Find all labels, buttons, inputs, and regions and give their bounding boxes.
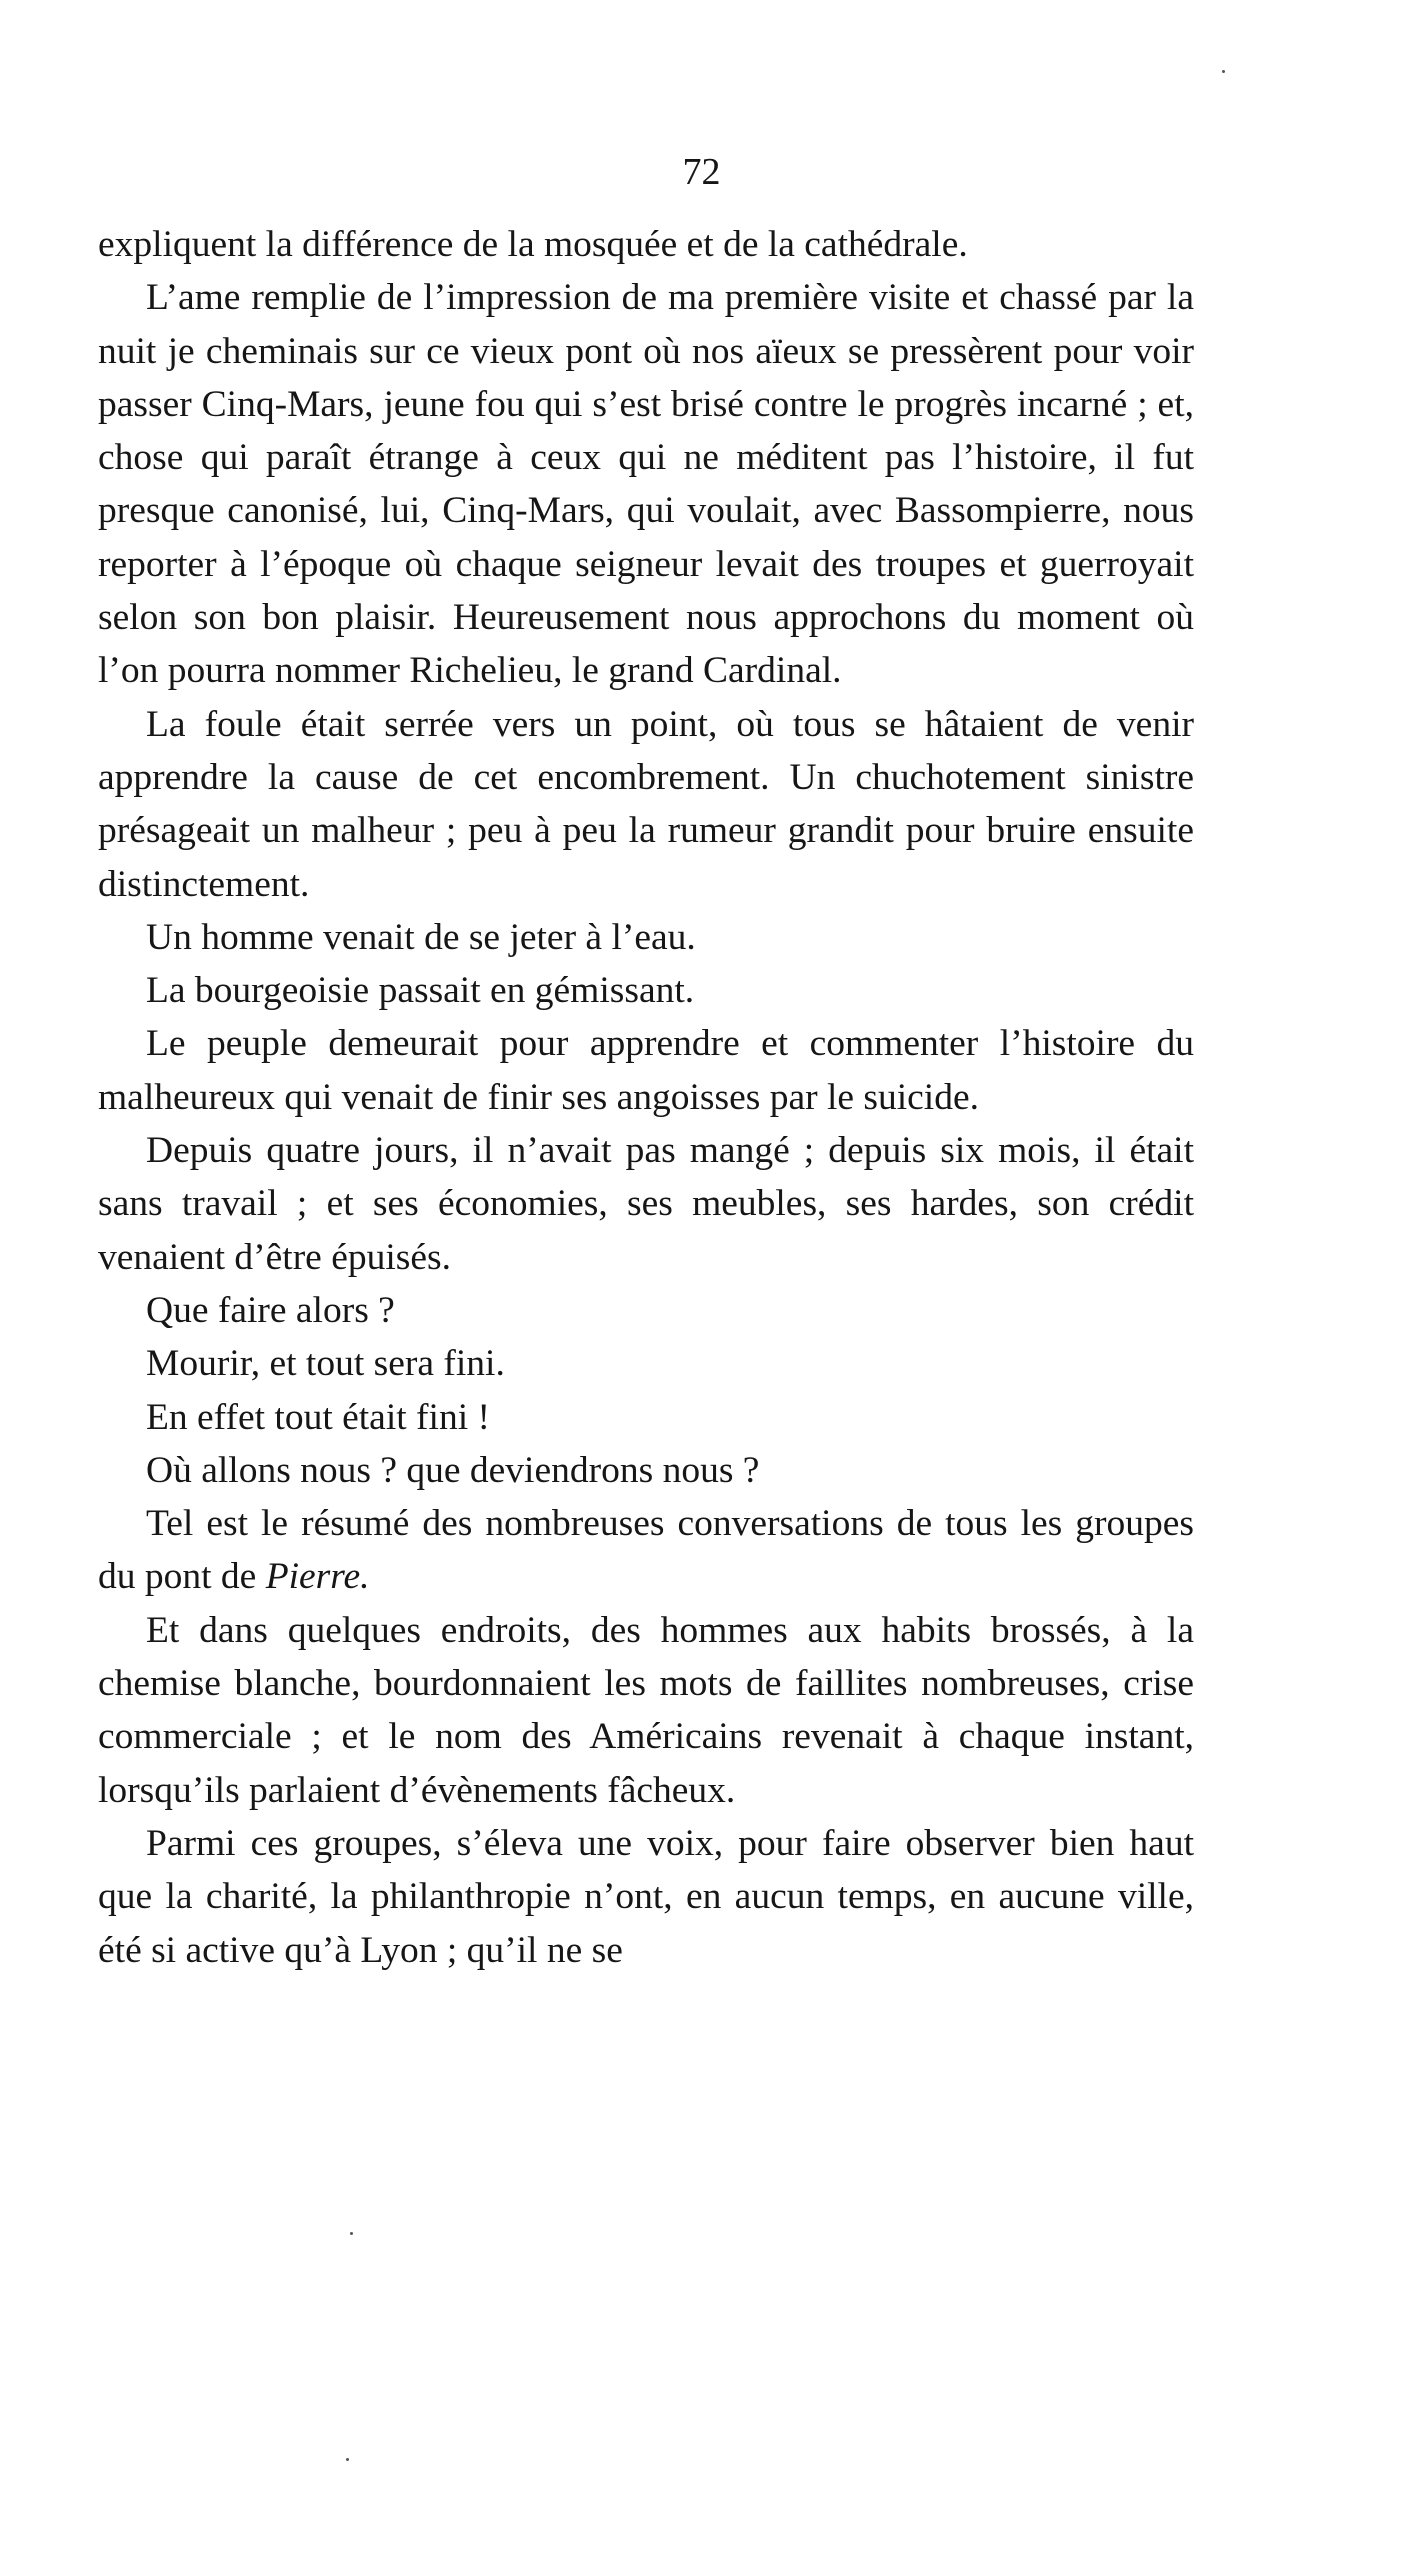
paragraph: Parmi ces groupes, s’éleva une voix, pour faire observer bien haut que la charité, la philanthropie n’ont, en aucun temps, en aucune ville, été si active qu’à Lyon ; qu’il ne se [98,1822,1194,1971]
paragraph: Et dans quelques endroits, des hommes aux habits brossés, à la chemise blanche, bourdonnaient les mots de faillites nombreuses, crise commerciale ; et le nom des Américains revenait à chaque instant, lorsqu’ils parlaient d’évènements fâcheux. [98,1609,1194,1811]
paragraph: expliquent la différence de la mosquée et de la cathédrale. [98,224,968,265]
page-number: 72 [682,151,721,193]
paragraph: Mourir, et tout sera fini. [146,1343,505,1385]
paragraph [98,1497,1194,1604]
paragraph: La bourgeoisie passait en gémissant. [146,970,695,1012]
paragraph: Que faire alors ? [146,1289,395,1331]
paragraph: L’ame remplie de l’impression de ma première visite et chassé par la nuit je cheminais sur ce vieux pont où nos aïeux se pressèrent pour voir passer Cinq-Mars, jeune fou qui s’est brisé contre le progrès incarné ; et, chose qui paraît étrange à ceux qui ne méditent pas l’histoire, il fut presque canonisé, lui, Cinq-Mars, qui voulait, avec Bassompierre, nous reporter à l’époque où chaque seigneur levait des troupes et guerroyait selon son bon plaisir. Heureusement nous approchons du moment où l’on pourra nommer Richelieu, le grand Cardinal. [98,277,1194,692]
paragraph: Le peuple demeurait pour apprendre et commenter l’histoire du malheureux qui venait de finir ses angoisses par le suicide. [98,1023,1194,1118]
body-text [98,218,1194,1977]
paragraph: Où allons nous ? que deviendrons nous ? [146,1449,760,1491]
paragraph: Un homme venait de se jeter à l’eau. [146,916,696,958]
paragraph-text: Tel est le résumé des nombreuses conversations de tous les groupes du pont de [98,1503,1194,1598]
paragraph-italic-text: Pierre. [265,1556,370,1598]
paragraph: La foule était serrée vers un point, où tous se hâtaient de venir apprendre la cause de cet encombrement. Un chuchotement sinistre présageait un malheur ; peu à peu la rumeur grandit pour bruire ensuite distinctement. [98,703,1194,905]
paper-speck [346,2458,349,2461]
paragraph: Depuis quatre jours, il n’avait pas mangé ; depuis six mois, il était sans travail ; et ses économies, ses meubles, ses hardes, son crédit venaient d’être épuisés. [98,1130,1194,1278]
paper-speck [350,2232,353,2235]
paragraph: En effet tout était fini ! [146,1396,490,1438]
paper-speck [1222,70,1225,73]
